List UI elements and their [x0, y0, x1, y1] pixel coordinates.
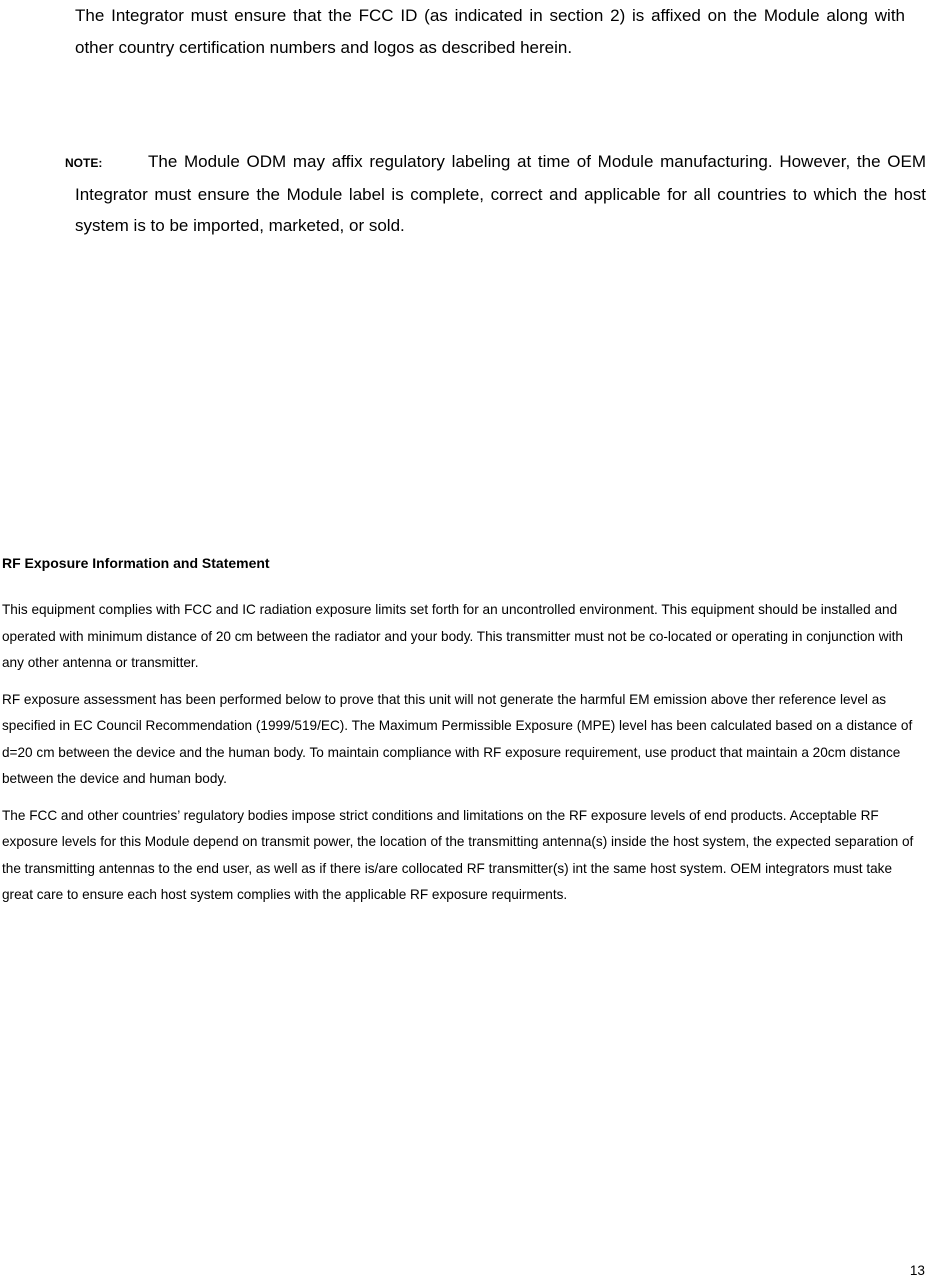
- note-text: The Module ODM may affix regulatory labeling at time of Module manufacturing. However, the OEM Integrator must ensure the Module label is complete, correct and applicable for all countries to which the host system is to be imported, marketed, or sold.: [75, 152, 926, 235]
- page-number: 13: [909, 1263, 925, 1278]
- rf-exposure-body: [2, 597, 926, 919]
- note-label: NOTE:: [65, 156, 103, 170]
- rf-exposure-heading: RF Exposure Information and Statement: [2, 555, 270, 571]
- intro-paragraph: The Integrator must ensure that the FCC ID (as indicated in section 2) is affixed on the Module along with other country certification numbers and logos as described herein.: [75, 6, 905, 57]
- rf-paragraph-assessment: RF exposure assessment has been performed below to prove that this unit will not generate the harmful EM emission above ther reference level as specified in EC Council Recommendation (1999/519/EC). The Maximum Permissible Exposure (MPE) level has been calculated based on a distance of d=20 cm between the device and the human body. To maintain compliance with RF exposure requirement, use product that maintain a 20cm distance between the device and human body.: [2, 691, 913, 786]
- rf-paragraph-regulatory: The FCC and other countries’ regulatory bodies impose strict conditions and limitations on the RF exposure levels of end products. Acceptable RF exposure levels for this Module depend on transmit power, the location of the transmitting antenna(s) inside the host system, the expected separation of the transmitting antennas to the end user, as well as if there is/are collocated RF transmitter(s) int the same host system. OEM integrators must take great care to ensure each host system complies with the applicable RF exposure requirments.: [2, 807, 914, 902]
- note-paragraph: [65, 146, 926, 241]
- rf-paragraph-compliance: This equipment complies with FCC and IC radiation exposure limits set forth for an uncontrolled environment. This equipment should be installed and operated with minimum distance of 20 cm between the radiator and your body. This transmitter must not be co-located or operating in conjunction with any other antenna or transmitter.: [2, 602, 903, 670]
